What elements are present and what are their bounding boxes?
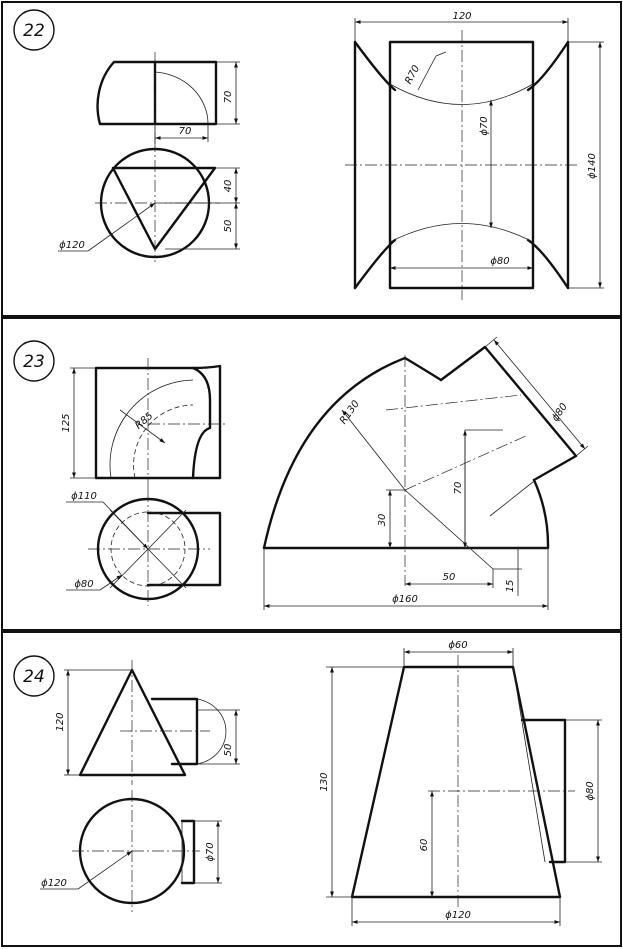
plan-view-24 <box>40 790 222 912</box>
dim-70-vertical: 70 <box>223 90 234 104</box>
pipe-view-22 <box>345 11 604 300</box>
dim-phi120-bottom: ϕ120 <box>445 910 471 921</box>
dim-phi70: ϕ70 <box>479 116 490 136</box>
dim-phi120: ϕ120 <box>59 240 85 251</box>
dim-50: 50 <box>223 219 234 233</box>
dim-50: 50 <box>223 743 234 757</box>
dim-50: 50 <box>442 572 456 583</box>
elbow-view-23 <box>264 337 588 610</box>
dim-30: 30 <box>377 513 388 527</box>
dim-125: 125 <box>61 413 72 433</box>
dim-70-horizontal: 70 <box>178 126 192 137</box>
dim-130: 130 <box>319 772 330 792</box>
dim-phi80: ϕ80 <box>490 256 510 267</box>
problem-number: 22 <box>23 21 45 41</box>
dim-120: 120 <box>55 712 66 732</box>
plan-view-23 <box>66 490 220 606</box>
dim-phi60: ϕ60 <box>448 640 468 651</box>
dim-70: 70 <box>453 481 464 495</box>
dim-phi70: ϕ70 <box>205 842 216 862</box>
dim-phi110-left: ϕ110 <box>71 491 97 502</box>
problem-number: 23 <box>23 352 45 372</box>
plan-view-22 <box>58 140 240 262</box>
front-view-22 <box>98 52 240 150</box>
dim-r85: R85 <box>133 410 156 432</box>
dim-phi80: ϕ80 <box>585 781 596 801</box>
panel-border <box>2 632 621 946</box>
panel-border <box>2 2 621 316</box>
dim-r130: R130 <box>337 398 362 427</box>
dim-r70: R70 <box>403 63 423 87</box>
problem-22-panel <box>2 2 621 316</box>
dim-15: 15 <box>505 579 516 593</box>
dim-phi80-right: ϕ80 <box>549 401 571 424</box>
dim-40: 40 <box>223 179 234 193</box>
problem-number: 24 <box>23 667 45 687</box>
front-view-23 <box>61 358 228 490</box>
dim-60: 60 <box>419 838 430 852</box>
problem-24-panel <box>2 632 621 946</box>
dim-phi140: ϕ140 <box>587 153 598 179</box>
dim-phi120-left: ϕ120 <box>41 878 67 889</box>
cone-view-24 <box>319 640 602 926</box>
dim-120: 120 <box>452 11 472 22</box>
problem-23-panel <box>2 318 621 630</box>
dim-phi80-left: ϕ80 <box>74 579 94 590</box>
front-view-24 <box>55 660 240 785</box>
dim-phi160: ϕ160 <box>392 594 418 605</box>
